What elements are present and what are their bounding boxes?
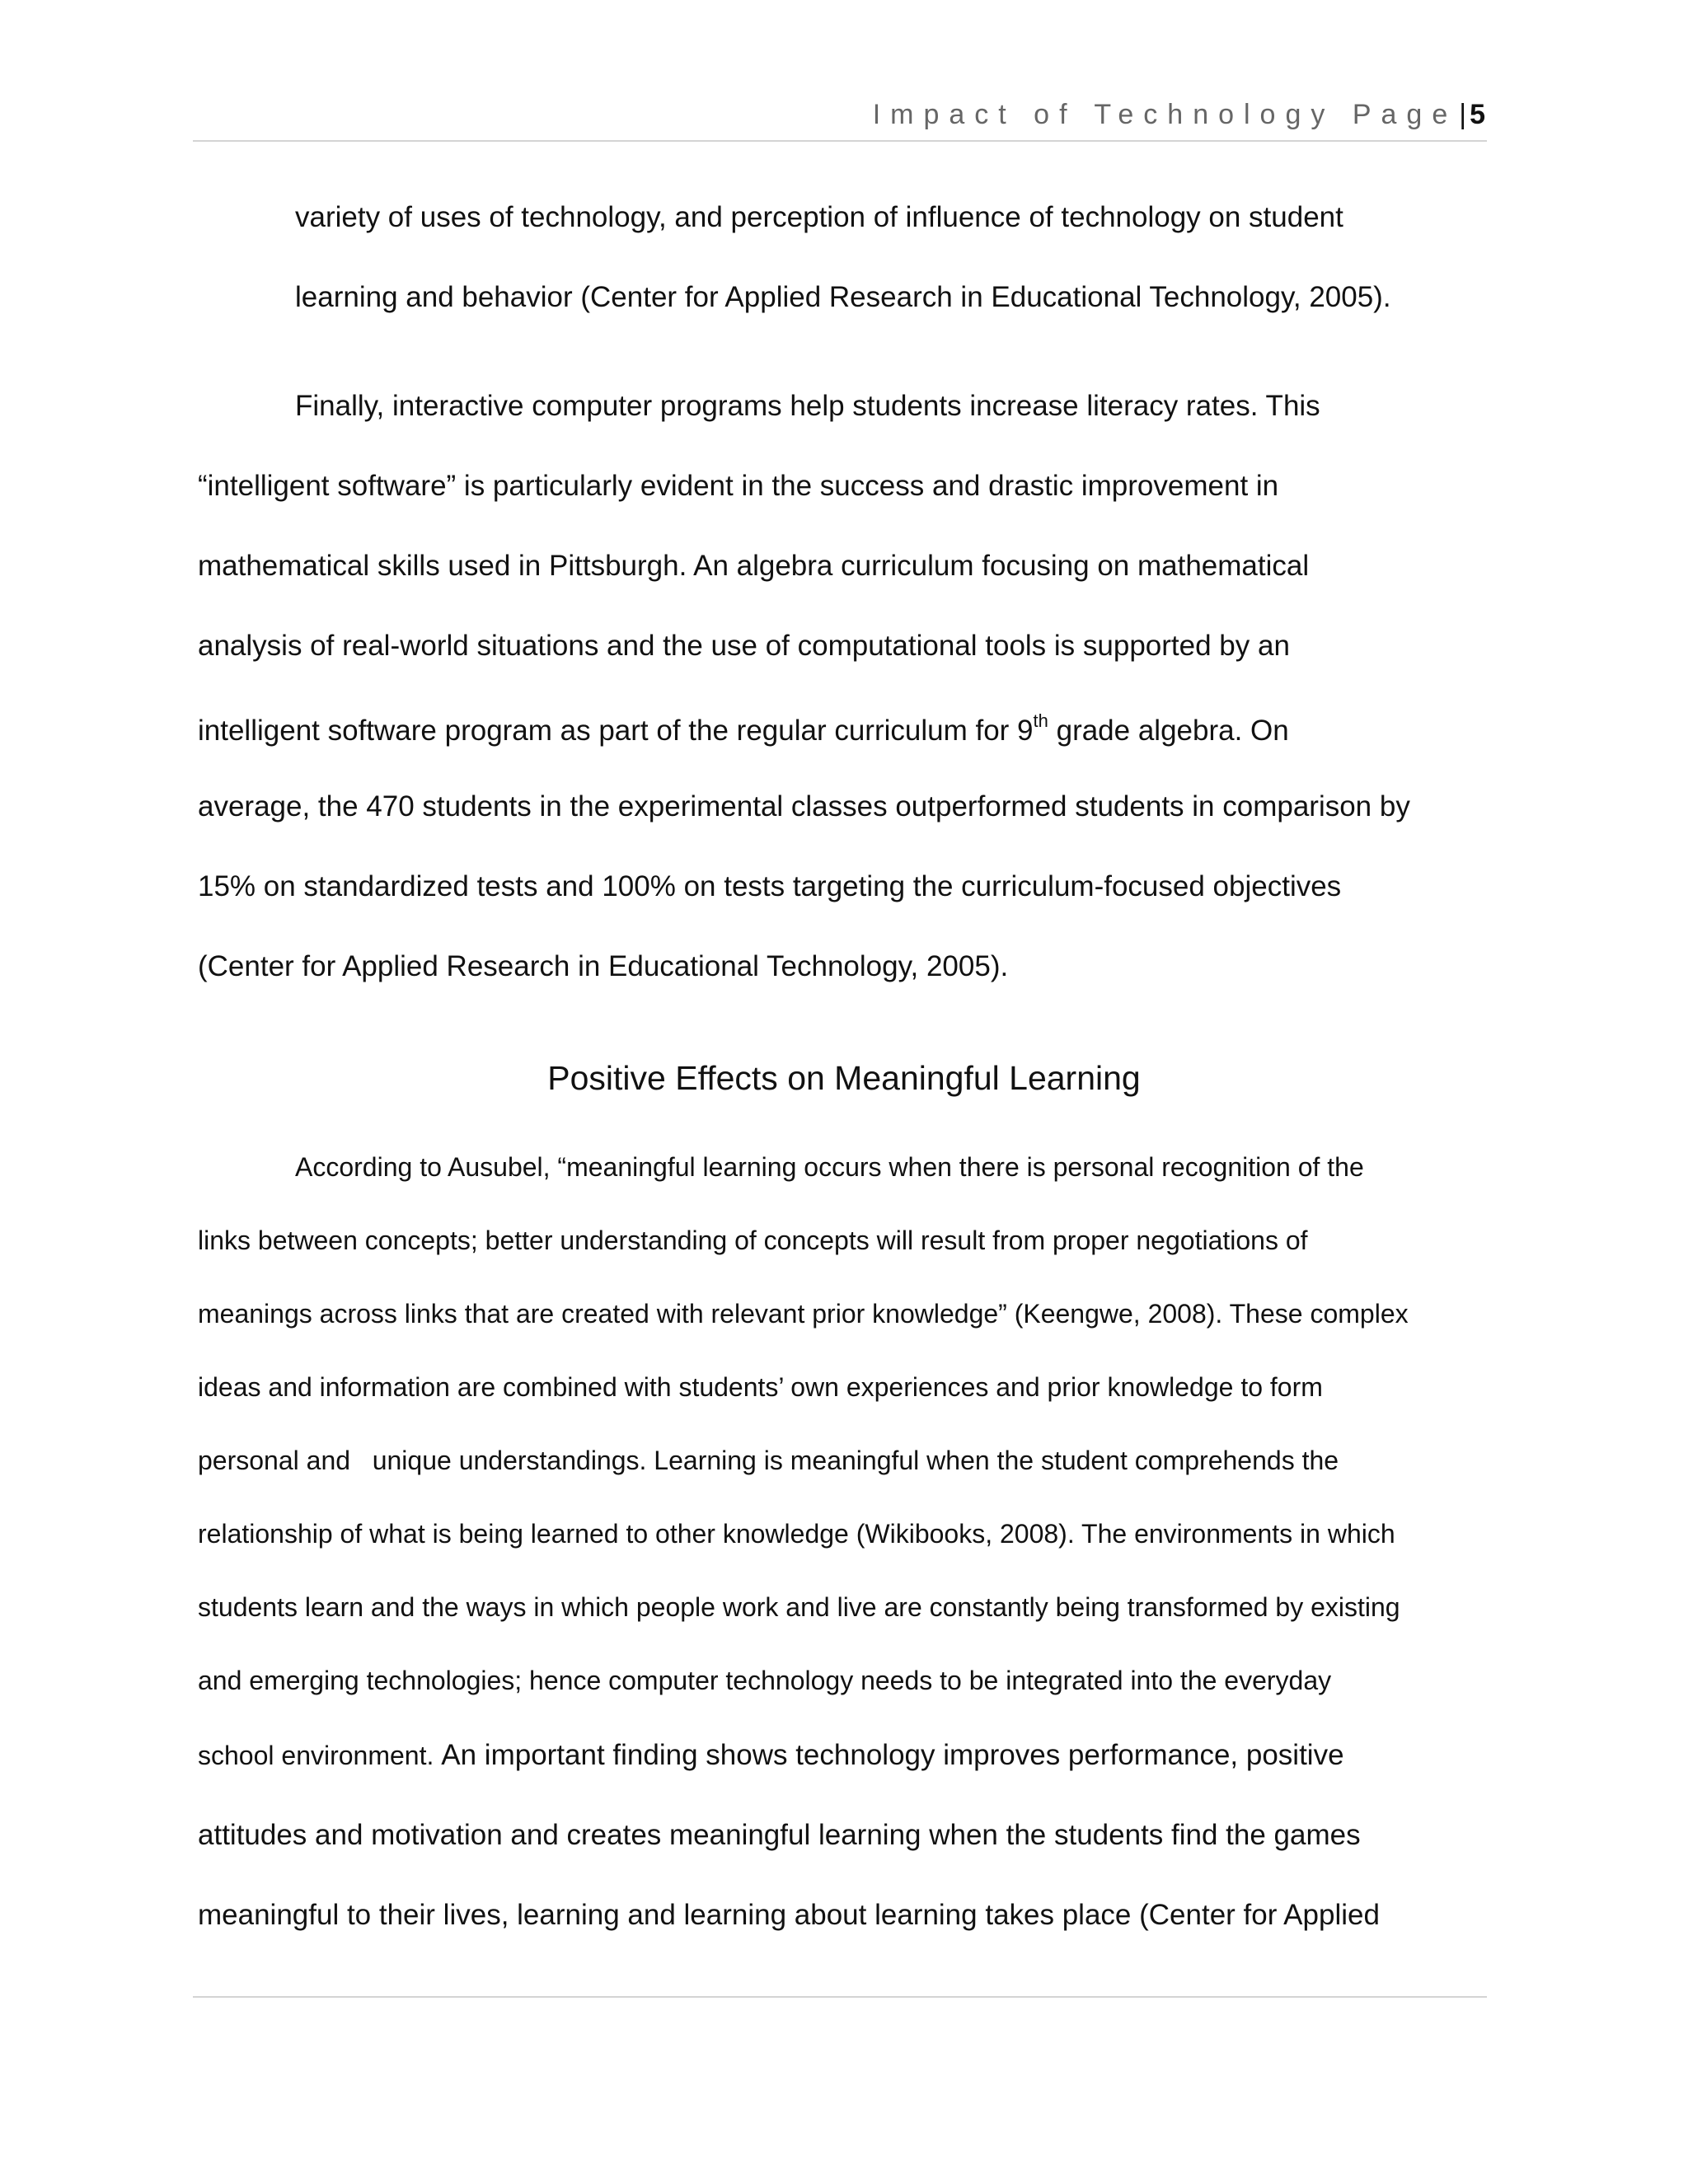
paragraph-line: attitudes and motivation and creates meaningful learning when the students find the games [198,1819,1361,1851]
paragraph-line: students learn and the ways in which people work and live are constantly being transformed by existing [198,1592,1400,1622]
footer-divider [193,1996,1487,1998]
section-heading: Positive Effects on Meaningful Learning [547,1059,1141,1097]
paragraph-line: relationship of what is being learned to other knowledge (Wikibooks, 2008). The environments in which [198,1519,1395,1549]
paragraph-line: mathematical skills used in Pittsburgh. An algebra curriculum focusing on mathematical [198,550,1310,582]
running-header [873,99,1485,131]
line-text: An important finding shows technology improves performance, positive [441,1739,1344,1771]
paragraph-line: ideas and information are combined with students’ own experiences and prior knowledge to form [198,1372,1323,1402]
page-header [193,97,1487,142]
paragraph-line: learning and behavior (Center for Applied Research in Educational Technology, 2005). [295,281,1391,313]
page-number: 5 [1470,99,1485,130]
paragraph-line [198,1447,1339,1474]
header-separator: | [1459,99,1467,130]
paragraph-line [198,712,1289,745]
paragraph-line [198,1741,1344,1769]
paragraph-line: meaningful to their lives, learning and learning about learning takes place (Center for Applied [198,1899,1380,1931]
paragraph-line: “intelligent software” is particularly evident in the success and drastic improvement in [198,470,1279,502]
line-text: school environment. [198,1741,442,1770]
line-text: intelligent software program as part of the regular curriculum for 9 [198,715,1034,747]
paragraph-line: analysis of real-world situations and the use of computational tools is supported by an [198,630,1290,662]
running-title: Impact of Technology Page [872,99,1458,130]
paragraph-line: average, the 470 students in the experimental classes outperformed students in comparison by [198,790,1410,823]
paragraph-line: variety of uses of technology, and perception of influence of technology on student [295,201,1343,233]
paragraph-line: (Center for Applied Research in Educational Technology, 2005). [198,950,1009,982]
paragraph-line: and emerging technologies; hence computer technology needs to be integrated into the everyday [198,1666,1332,1695]
ordinal-suffix: th [1033,710,1048,731]
paragraph-line: links between concepts; better understanding of concepts will result from proper negotiations of [198,1226,1308,1255]
paragraph-line: 15% on standardized tests and 100% on tests targeting the curriculum-focused objectives [198,870,1342,902]
paragraph-line: Finally, interactive computer programs help students increase literacy rates. This [295,390,1320,422]
line-text: personal and unique understandings. Learning is meaningful when the student comprehends the [198,1446,1339,1475]
paragraph-line: meanings across links that are created with relevant prior knowledge” (Keengwe, 2008). These complex [198,1299,1409,1329]
line-text: grade algebra. On [1048,715,1289,747]
paragraph-line: According to Ausubel, “meaningful learning occurs when there is personal recognition of the [295,1152,1364,1182]
